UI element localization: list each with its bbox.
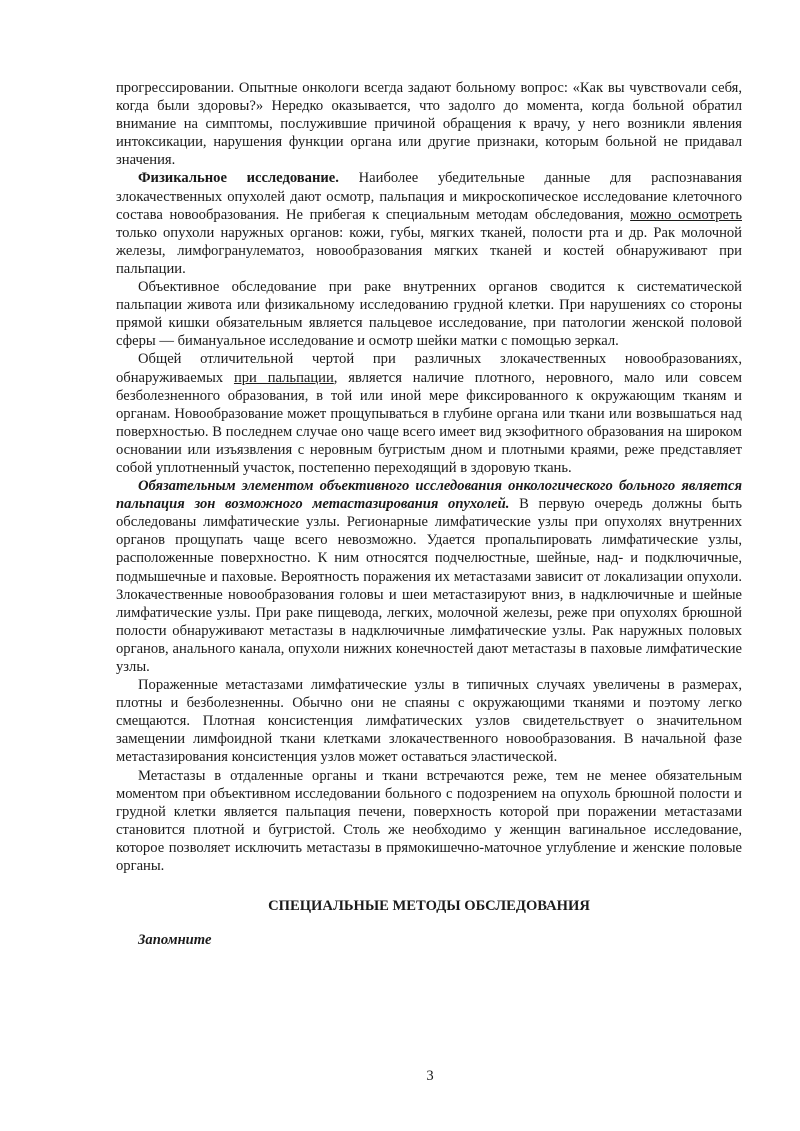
page-number: 3: [426, 1068, 434, 1084]
paragraph-distant-metastasis: Метастазы в отдаленные органы и ткани встречаются реже, тем не менее обязательным моментом при объективном исследовании больного с подозрением на опухоль брюшной полости и грудной клетки является пальпация печени, поверхность которой при поражении метастазами становится плотной и бугристой. Столь же необходимо у женщин вагинальное исследование, которое позволяет исключить метастазы в прямокишечно-маточное углубление и женские половые органы.: [116, 767, 742, 875]
paragraph-metastasis-zones: [116, 477, 742, 676]
paragraph-internal-organs: Объективное обследование при раке внутренних органов сводится к систематической пальпации живота или физикальному исследованию грудной клетки. При нарушениях со стороны прямой кишки обязательным является пальцевое исследование, при патологии женской половой сферы — бимануальное исследование и осмотр шейки матки с помощью зеркал.: [116, 279, 742, 350]
section-title-physical-exam: Физикальное исследование.: [138, 170, 339, 187]
document-body: [116, 79, 742, 949]
section-heading: СПЕЦИАЛЬНЫЕ МЕТОДЫ ОБСЛЕДОВАНИЯ: [268, 898, 590, 915]
underlined-text: при пальпации: [233, 369, 334, 386]
paragraph-text: только опухоли наружных органов: кожи, губы, мягких тканей, полости рта и др. Рак молочной железы, лимфогранулематоз, новообразования мягких тканей и костей обнаруживают при пальпации.: [116, 224, 742, 277]
paragraph-common-features: [116, 350, 742, 477]
paragraph-text: Общей отличительной чертой при различных злокачественных новообразованиях, обнаруживаемых: [116, 351, 742, 386]
paragraph-text: В первую очередь должны быть обследованы лимфатические узлы. Регионарные лимфатические узлы при опухолях внутренних органов прощупать чаще всего невозможно. Удается пропальпировать лимфатические узлы, расположенные поверхностно. К ним относятся подчелюстные, шейные, над- и подключичные, подмышечные и паховые. Вероятность поражения их метастазами зависит от локализации опухоли. Злокачественные новообразования головы и шеи метастазируют вниз, в надключичные и шейные лимфатические узлы. При раке пищевода, легких, молочной железы, реже при опухолях брюшной полости обнаруживают метастазы в надключичные лимфатические узлы. Рак наружных половых органов, анального канала, опухоли нижних конечностей дают метастазы в паховые лимфатические узлы.: [116, 496, 742, 675]
underlined-text: можно осмотреть: [630, 206, 742, 223]
paragraph-text: Наиболее убедительные данные для распознавания злокачественных опухолей дают осмотр, пальпация и микроскопическое исследование клеточного состава новообразования. Не прибегая к специальным методам обследования,: [116, 170, 742, 223]
emphasis-text: Обязательным элементом объективного исследования онкологического больного является пальпация зон возможного метастазирования опухолей.: [116, 478, 742, 513]
paragraph-physical-exam: [116, 169, 742, 278]
paragraph-intro: прогрессировании. Опытные онкологи всегда задают больному вопрос: «Как вы чувствоvали себя, когда были здоровы?» Нередко оказывается, что задолго до момента, когда больной обратил внимание на симптомы, послужившие причиной обращения к врачу, у него возникли явления интоксикации, нарушения функции органа или другие признаки, которым больной не придавал значения.: [116, 80, 742, 169]
paragraph-text: , является наличие плотного, неровного, мало или совсем безболезненного образования, в той или иной мере фиксированного к окружающим тканям и органам. Новообразование может прощупываться в глубине органа или ткани или возвышаться над поверхностью. В последнем случае оно чаще всего имеет вид экзофитного образования на широком основании или изъязвления с неровным бугристым дном и плотными краями, реже представляет собой уплотненный участок, постепенно переходящий в здоровую ткань.: [116, 369, 742, 476]
remember-label: Запомните: [138, 932, 212, 949]
paragraph-lymph-nodes: Пораженные метастазами лимфатические узлы в типичных случаях увеличены в размерах, плотны и безболезненны. Обычно они не спаяны с окружающими тканями и поэтому легко смещаются. Плотная консистенция лимфатических узлов свидетельствует о значительном замещении лимфоидной ткани клетками злокачественного новообразования. В начальной фазе метастазирования консистенция узлов может оставаться эластической.: [116, 677, 742, 766]
